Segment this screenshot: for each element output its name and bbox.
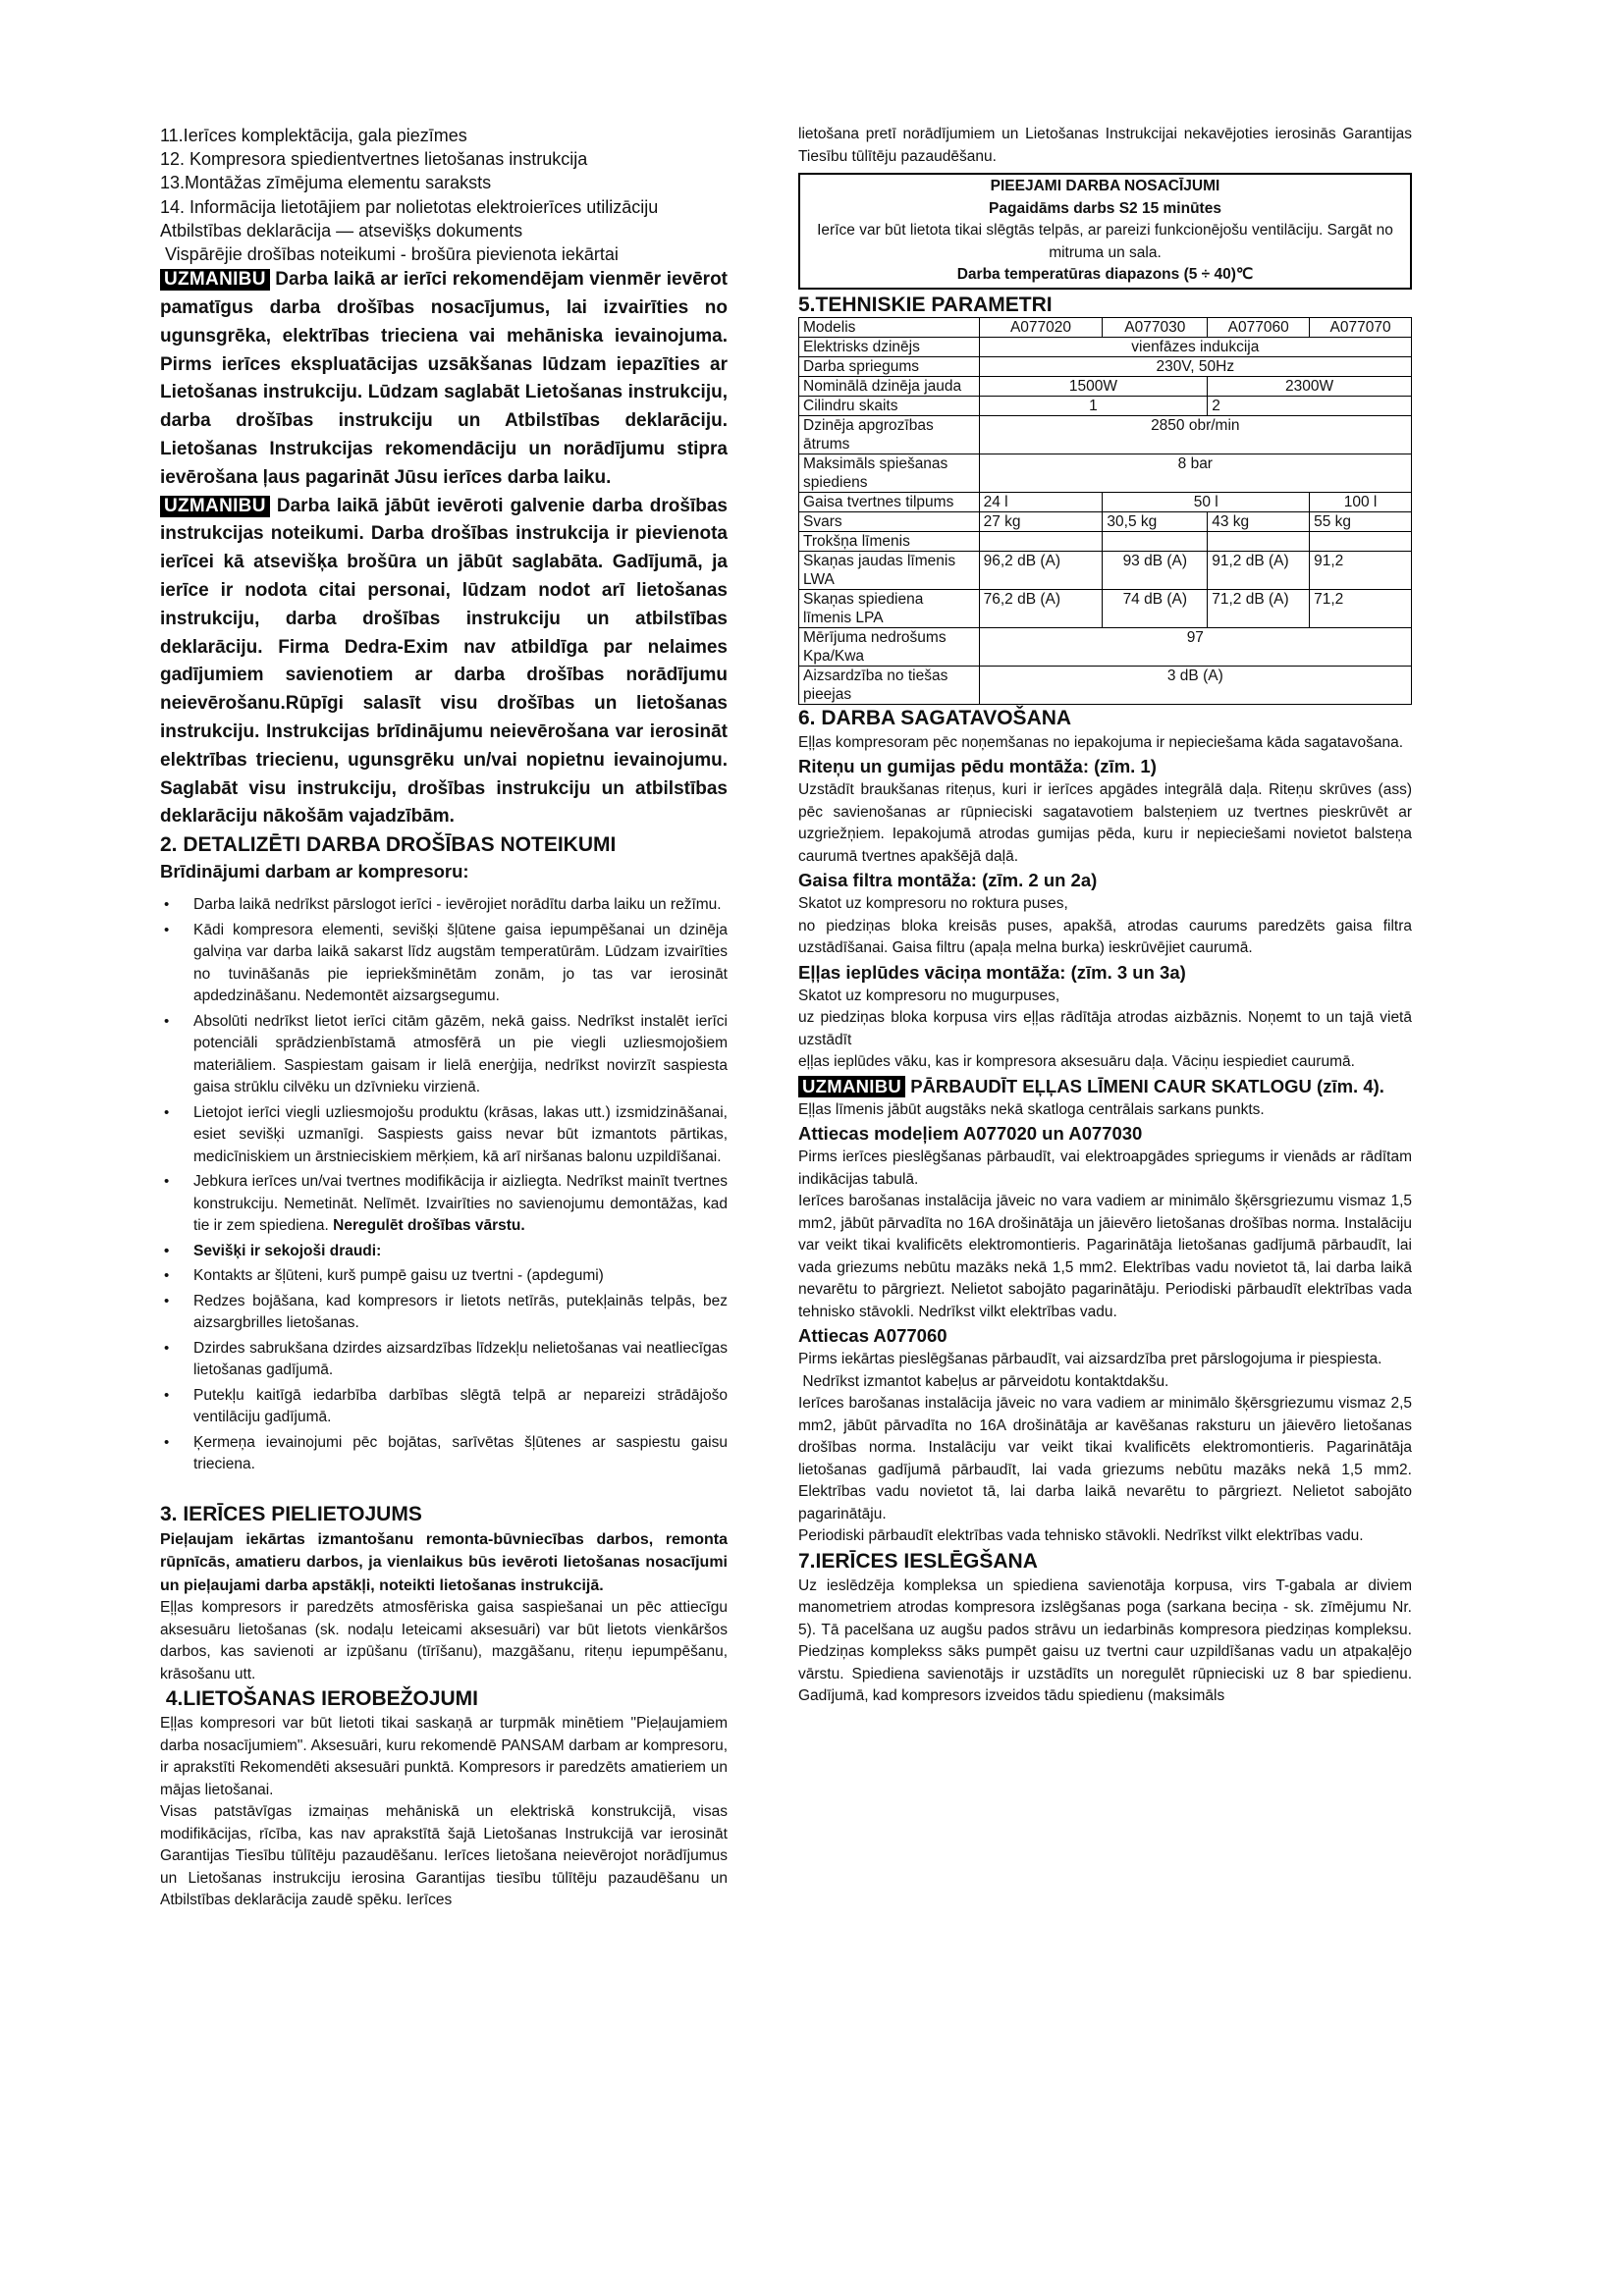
table-cell: 2300W	[1208, 376, 1412, 396]
table-cell: 91,2	[1310, 551, 1412, 589]
right-column	[798, 124, 1412, 1708]
table-row	[799, 317, 1412, 337]
conditions-temperature: Darba temperatūras diapazons (5 ÷ 40)℃	[956, 266, 1254, 283]
table-cell: 1	[979, 396, 1208, 415]
table-cell: Aizsardzība no tiešas pieejas	[799, 666, 980, 704]
oil-cap-line-2: uz piedziņas bloka korpusa virs eļļas rādītāja atrodas aizbāznis. Noņemt to un tajā vietā uzstādīt	[798, 1009, 1412, 1048]
table-cell: 1500W	[979, 376, 1208, 396]
wheels-title: Riteņu un gumijas pēdu montāža: (zīm. 1)	[798, 756, 1157, 776]
table-cell: Dzinēja apgrozības ātrums	[799, 415, 980, 454]
list-item: 12. Kompresora spiedientvertnes lietošanas instrukcija	[160, 149, 588, 170]
section-3-text: Eļļas kompresors ir paredzēts atmosfēriska gaisa saspiešanai un pēc attiecīgu aksesuāru lietošanas (sk. nodaļu Ieteicami aksesuāri) var būt lietots vienkāršos darbos, kas savienoti ar izpūšanu (tīrīšanu), mazgāšanu, riteņu iepumpēšanu, krāsošanu utt.	[160, 1599, 728, 1682]
table-cell: 96,2 dB (A)	[979, 551, 1103, 589]
table-row	[799, 627, 1412, 666]
list-item-bold: Neregulēt drošības vārstu.	[328, 1217, 525, 1235]
table-cell: 2	[1208, 396, 1412, 415]
warning-text: PĀRBAUDĪT EĻĻAS LĪMENI CAUR SKATLOGU (zīm. 4).	[905, 1075, 1384, 1096]
table-cell: 27 kg	[979, 511, 1103, 531]
table-row	[799, 492, 1412, 511]
table-cell	[1310, 531, 1412, 551]
list-item: • Sevišķi ir sekojoši draudi:	[160, 1241, 728, 1263]
section-4-paragraph-2: Visas patstāvīgas izmaiņas mehāniskā un elektriskā konstrukcijā, visas modifikācijas, rīcība, kas nav aprakstītā šajā Lietošanas Instrukcijā var ierosināt Garantijas Tiesību tūlītēju pazaudēšanu. Ierīces lietošana neievērojot norādījumus un Lietošanas instrukciju ierosina Garantijas tiesību tūlītēju pazaudēšanu un Atbilstības deklarācija zaudē spēku. Ierīces	[160, 1803, 728, 1909]
oil-cap-line-1: Skatot uz kompresoru no mugurpuses,	[798, 987, 1060, 1004]
list-item: 11.Ierīces komplektācija, gala piezīmes	[160, 126, 467, 145]
table-row	[799, 531, 1412, 551]
table-cell: 24 l	[979, 492, 1103, 511]
table-cell	[1103, 531, 1208, 551]
models-paragraph-2: Ierīces barošanas instalācija jāveic no vara vadiem ar minimālo šķērsgriezumu vismaz 1,5 mm2, jābūt pārvadīta no 16A drošinātāja un jāievēro lietošanas drošības norma. Instalāciju var veikt tikai kvalificēts elektromontieris. Pagarinātāja lietošanas gadījumā pārbaudīt, lai vada griezums nebūtu mazāks nekā 1,5 mm2. Elektrības vadu novietot tā, lai darba laikā nevarētu to pārgriezt. Nelietot sabojāto pagarinātāju. Periodiski pārbaudīt elektrības vada tehnisko stāvokli. Nedrīkst vilkt elektrības vadu.	[798, 1193, 1412, 1320]
table-cell: Mērījuma nedrošums Kpa/Kwa	[799, 627, 980, 666]
left-column	[160, 124, 728, 1912]
table-row	[799, 356, 1412, 376]
table-cell: A077060	[1208, 317, 1310, 337]
work-conditions-box	[798, 173, 1412, 290]
table-cell: 97	[979, 627, 1411, 666]
section-5-title: 5.TEHNISKIE PARAMETRI	[798, 293, 1053, 316]
table-cell: Svars	[799, 511, 980, 531]
warning-paragraph-2	[160, 493, 728, 832]
table-cell: A077070	[1310, 317, 1412, 337]
table-cell: vienfāzes indukcija	[979, 337, 1411, 356]
model-a077060-title: Attiecas A077060	[798, 1325, 947, 1346]
table-cell: 91,2 dB (A)	[1208, 551, 1310, 589]
models-paragraph-1: Pirms ierīces pieslēgšanas pārbaudīt, vai elektroapgādes spriegums ir vienāds ar rādītam indikācijas tabulā.	[798, 1148, 1412, 1188]
table-cell: Cilindru skaits	[799, 396, 980, 415]
section-7-title: 7.IERĪCES IESLĒGŠANA	[798, 1549, 1038, 1573]
table-cell: 30,5 kg	[1103, 511, 1208, 531]
warning-paragraph-3	[798, 1074, 1412, 1099]
table-cell: Elektrisks dzinējs	[799, 337, 980, 356]
table-cell: 50 l	[1103, 492, 1310, 511]
table-row	[799, 337, 1412, 356]
filter-line-1: Skatot uz kompresoru no roktura puses,	[798, 895, 1068, 912]
table-cell	[979, 531, 1103, 551]
oil-level-text: Eļļas līmenis jābūt augstāks nekā skatloga centrālais sarkans punkts.	[798, 1100, 1265, 1118]
model-paragraph-4: Periodiski pārbaudīt elektrības vada tehnisko stāvokli. Nedrīkst vilkt elektrības vadu.	[798, 1527, 1364, 1544]
table-cell: A077020	[979, 317, 1103, 337]
list-item: • Dzirdes sabrukšana dzirdes aizsardzības līdzekļu nelietošanas vai neatliecīgas lietošanas gadījumā.	[160, 1338, 728, 1382]
table-cell: Trokšņa līmenis	[799, 531, 980, 551]
table-cell: Modelis	[799, 317, 980, 337]
list-item	[160, 1171, 728, 1238]
table-cell: 74 dB (A)	[1103, 589, 1208, 627]
section-2-subtitle: Brīdinājumi darbam ar kompresoru:	[160, 861, 469, 882]
warning-text: Darba laikā jābūt ievēroti galvenie darba drošības instrukcijas noteikumi. Darba drošības instrukcija ir pievienota ierīcei kā atsevišķa brošūra un jābūt saglabāta. Gadījumā, ja ierīce ir nodota citai personai, lūdzam nodot arī lietošanas instrukciju, darba drošības instrukciju un atbilstības deklarāciju. Firma Dedra-Exim nav atbildīga par nelaimes gadījumiem savienotiem ar darba drošības norādījumu neievērošanu.Rūpīgi salasīt visu drošības un lietošanas instrukciju. Instrukcijas brīdinājumu neievērošana var ierosināt elektrības triecienu, ugunsgrēku un/vai nopietnu ievainojumu. Saglabāt visu instrukciju, drošības instrukciju un atbilstības deklarāciju nākošām vajadzībām.	[160, 495, 728, 828]
filter-title: Gaisa filtra montāža: (zīm. 2 un 2a)	[798, 870, 1098, 890]
section-3-bold-text: Pieļaujam iekārtas izmantošanu remonta-būvniecības darbos, remonta rūpnīcās, amatieru darbos, ja vienlaikus būs ievēroti lietošanas nosacījumi un pieļaujami darba apstākļi, noteikti lietošanas instrukcijā.	[160, 1530, 728, 1594]
conditions-title: PIEEJAMI DARBA NOSACĪJUMI	[990, 178, 1220, 194]
table-cell: Skaņas jaudas līmenis LWA	[799, 551, 980, 589]
model-paragraph-2: Nedrīkst izmantot kabeļus ar pārveidotu kontaktdakšu.	[798, 1372, 1169, 1390]
declaration-note: Atbilstības deklarācija — atsevišķs dokuments	[160, 220, 523, 240]
conditions-text: Ierīce var būt lietota tikai slēgtās telpās, ar pareizi funkcionējošu ventilāciju. Sargāt no mitruma un sala.	[817, 222, 1393, 261]
warning-badge: UZMANIBU	[798, 1076, 905, 1097]
table-cell: Gaisa tvertnes tilpums	[799, 492, 980, 511]
model-paragraph-3: Ierīces barošanas instalācija jāveic no vara vadiem ar minimālo šķērsgriezumu vismaz 2,5 mm2, jābūt pārvadīta no 16A drošinātāja ar kavēšanas raksturu un jāievēro lietošanas drošības norma. Instalāciju var veikt tikai kvalificēts elektromontieris. Pagarinātāja lietošanas gadījumā pārbaudīt, lai vada griezums nebūtu mazāks nekā 1,5 mm2. Elektrības vadu novietot tā, lai darba laikā nevarētu to pārgriezt. Nelietot sabojāto pagarinātāju.	[798, 1395, 1412, 1522]
table-row	[799, 454, 1412, 492]
oil-cap-line-3: eļļas ieplūdes vāku, kas ir kompresora aksesuāru daļa. Vāciņu iespiediet caurumā.	[798, 1053, 1355, 1070]
section-6-title: 6. DARBA SAGATAVOŠANA	[798, 706, 1072, 729]
table-row	[799, 589, 1412, 627]
table-cell: 76,2 dB (A)	[979, 589, 1103, 627]
continued-text: lietošana pretī norādījumiem un Lietošanas Instrukcijai nekavējoties ierosinās Garantijas Tiesību tūlītēju pazaudēšanu.	[798, 126, 1412, 165]
table-cell: 93 dB (A)	[1103, 551, 1208, 589]
models-a077020-a077030-title: Attiecas modeļiem A077020 un A077030	[798, 1123, 1143, 1144]
list-item: • Kontakts ar šļūteni, kurš pumpē gaisu uz tvertni - (apdegumi)	[160, 1265, 728, 1288]
warnings-list	[160, 894, 728, 1476]
list-item: • Absolūti nedrīkst lietot ierīci citām gāzēm, nekā gaiss. Nedrīkst instalēt ierīci potenciāli sprādzienbīstamā atmosfērā un pie viegli uzliesmojošiem materiāliem. Saspiestam gaisam ir lielā enerģija, nedrīkst novirzīt saspiesta gaisa strūklu cilvēku un dzīvnieku virzienā.	[160, 1011, 728, 1099]
list-item: 13.Montāžas zīmējuma elementu saraksts	[160, 173, 492, 193]
list-item: 14. Informācija lietotājiem par nolietotas elektroierīces utilizāciju	[160, 196, 659, 217]
list-item: • Darba laikā nedrīkst pārslogot ierīci - ievērojiet norādītu darba laiku un režīmu.	[160, 894, 728, 917]
table-cell: 71,2 dB (A)	[1208, 589, 1310, 627]
list-item: • Kādi kompresora elementi, sevišķi šļūtene gaisa iepumpēšanai un dzinēja galviņa var darba laikā sakarst līdz augstām temperatūrām. Lūdzam izvairīties no tuvināšanās pie iepriekšminētām zonām, jo tas var ierosināt apdedzināšanu. Nedemontēt aizsargsegumu.	[160, 920, 728, 1008]
table-cell: 3 dB (A)	[979, 666, 1411, 704]
list-item: • Putekļu kaitīgā iedarbība darbības slēgtā telpā ar nepareizi strādājošo ventilāciju gadījumā.	[160, 1385, 728, 1429]
section-2-title: 2. DETALIZĒTI DARBA DROŠĪBAS NOTEIKUMI	[160, 833, 617, 857]
warning-badge: UZMANIBU	[160, 496, 270, 517]
table-row	[799, 551, 1412, 589]
table-cell: Maksimāls spiešanas spiediens	[799, 454, 980, 492]
safety-brochure-note: Vispārējie drošības noteikumi - brošūra pievienota iekārtai	[160, 244, 619, 265]
spec-table	[798, 317, 1412, 705]
warning-text: Darba laikā ar ierīci rekomendējam vienmēr ievērot pamatīgus darba drošības nosacījumus, lai izvairīties no ugunsgrēka, elektrības trieciena vai mehāniska ievainojuma. Pirms ierīces ekspluatācijas uzsākšanas lūdzam iepazīties ar Lietošanas instrukciju. Lūdzam saglabāt Lietošanas instrukciju, darba drošības instrukciju un Atbilstības deklarāciju. Lietošanas Instrukcijas rekomendāciju un norādījumu stipra ievērošana ļaus pagarināt Jūsu ierīces darba laiku.	[160, 269, 728, 488]
model-paragraph-1: Pirms iekārtas pieslēgšanas pārbaudīt, vai aizsardzība pret pārslogojuma ir piespiesta.	[798, 1351, 1382, 1367]
table-row	[799, 415, 1412, 454]
warning-paragraph-1	[160, 266, 728, 492]
oil-cap-title: Eļļas ieplūdes vāciņa montāža: (zīm. 3 un 3a)	[798, 961, 1186, 983]
section-7-text: Uz ieslēdzēja kompleksa un spiediena savienotāja korpusa, virs T-gabala ar diviem manometriem atrodas kompresora izslēgšanas poga (sarkana beciņa - sk. zīmējumu Nr. 5). Tā pacelšana uz augšu pados strāvu un iedarbinās kompresora piedziņas kompleksu. Piedziņas komplekss sāks pumpēt gaisu uz tvertni caur uzpildīšanas vadu un atpakaļējo vārstu. Spiediena savienotājs ir uzstādīts un noregulēt rūpnieciski uz 8 bar spiedienu. Gadījumā, kad kompresors izveidos tādu spiedienu (maksimāls	[798, 1576, 1412, 1704]
table-row	[799, 511, 1412, 531]
table-cell: 8 bar	[979, 454, 1411, 492]
section-3-title: 3. IERĪCES PIELIETOJUMS	[160, 1502, 422, 1525]
table-cell: Nominālā dzinēja jauda	[799, 376, 980, 396]
table-row	[799, 376, 1412, 396]
conditions-subtitle: Pagaidāms darbs S2 15 minūtes	[989, 199, 1221, 217]
filter-line-2: no piedziņas bloka kreisās puses, apakšā, atrodas caurums paredzēts gaisa filtra uzstādīšanai. Gaisa filtru (apaļa melna burka) ieskrūvējiet caurumā.	[798, 917, 1412, 956]
table-cell: 43 kg	[1208, 511, 1310, 531]
table-row	[799, 396, 1412, 415]
warning-badge: UZMANIBU	[160, 269, 270, 291]
wheels-text: Uzstādīt braukšanas riteņus, kuri ir ierīces apgādes integrālā daļa. Riteņu skrūves (ass) pēc savienošanas ar rūpnieciski sagatavotiem balsteņiem uz tvertnes pieskrūvēt ar uzgriežņiem. Iepakojumā atrodas gumijas pēda, kuru ir nepieciešami novietot balsteņa caurumā tvertnes apakšējā daļā.	[798, 781, 1412, 865]
section-6-intro: Eļļas kompresoram pēc noņemšanas no iepakojuma ir nepieciešama kāda sagatavošana.	[798, 733, 1404, 751]
list-item: • Lietojot ierīci viegli uzliesmojošu produktu (krāsas, lakas utt.) izsmidzināšanai, esiet sevišķi uzmanīgi. Saspiests gaiss nevar būt izmantots pārtikas, medicīniskiem un ārstnieciskiem mērķiem, kā arī niršanas balonu uzpildīšanai.	[160, 1102, 728, 1169]
table-cell: A077030	[1103, 317, 1208, 337]
list-item-text: Jebkura ierīces un/vai tvertnes modifikācija ir aizliegta. Nedrīkst mainīt tvertnes konstrukciju. Nemetināt. Nelīmēt. Izvairīties no savienojumu demontāžas, kad tie ir zem spiediena.	[193, 1173, 728, 1235]
table-cell: 55 kg	[1310, 511, 1412, 531]
table-cell: 2850 obr/min	[979, 415, 1411, 454]
table-cell: 71,2	[1310, 589, 1412, 627]
table-cell: Darba spriegums	[799, 356, 980, 376]
list-item: • Redzes bojāšana, kad kompresors ir lietots netīrās, putekļainās telpās, bez aizsargbrilles lietošanas.	[160, 1291, 728, 1335]
section-4-paragraph-1: Eļļas kompresori var būt lietoti tikai saskaņā ar turpmāk minētiem "Pieļaujamiem darba nosacījumiem". Aksesuāri, kuru rekomendē PANSAM darbam ar kompresoru, ir aprakstīti Rekomendēti aksesuāri punktā. Kompresors ir paredzēts amatieriem un mājas lietošanai.	[160, 1715, 728, 1798]
table-row	[799, 666, 1412, 704]
table-cell: 100 l	[1310, 492, 1412, 511]
list-item: • Ķermeņa ievainojumi pēc bojātas, sarīvētas šļūtenes ar saspiestu gaisu trieciena.	[160, 1432, 728, 1476]
section-4-title: 4.LIETOŠANAS IEROBEŽOJUMI	[160, 1687, 478, 1711]
table-cell: 230V, 50Hz	[979, 356, 1411, 376]
table-cell: Skaņas spiediena līmenis LPA	[799, 589, 980, 627]
table-cell	[1208, 531, 1310, 551]
